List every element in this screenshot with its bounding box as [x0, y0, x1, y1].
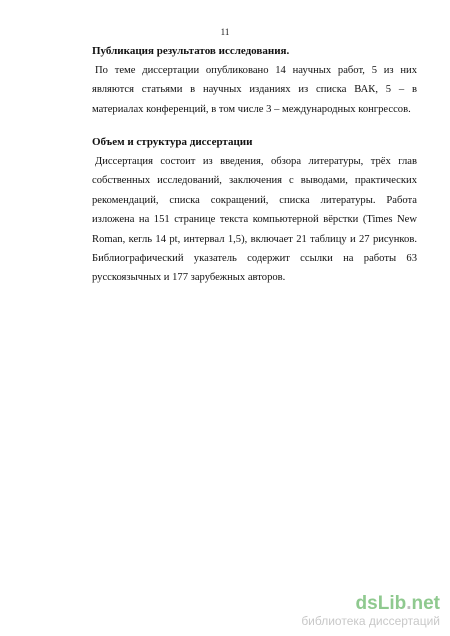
publication-paragraph: По теме диссертации опубликовано 14 научных работ, 5 из них являются статьями в научных изданиях из списка ВАК, 5 – в материалах конференций, в том числе 3 – международных конгрессов.	[92, 65, 417, 115]
logo-prefix: dsLib	[355, 593, 407, 614]
structure-paragraph: Диссертация состоит из введения, обзора литературы, трёх глав собственных исследований, заключения с выводами, практических рекомендаций, списка сокращений, списка литературы. Работа изложена на 151 странице текста компьютерной вёрстки (Times New Roman, кегль 14 pt, интервал 1,5), включает 21 таблицу и 27 рисунков. Библиографический указатель содержит ссылки на работы 63 русскоязычных и 177 зарубежных авторов.	[92, 156, 417, 284]
page-number: 11	[220, 27, 230, 37]
publication-heading: Публикация результатов исследования.	[92, 45, 290, 57]
watermark-subtitle: библиотека диссертаций	[301, 614, 440, 628]
dslib-logo	[301, 594, 440, 614]
logo-dot: .	[406, 593, 412, 614]
structure-section	[92, 133, 417, 288]
dslib-watermark[interactable]	[301, 594, 440, 628]
logo-suffix: net	[411, 593, 440, 614]
structure-heading: Объем и структура диссертации	[92, 136, 253, 148]
publication-section	[92, 42, 417, 119]
